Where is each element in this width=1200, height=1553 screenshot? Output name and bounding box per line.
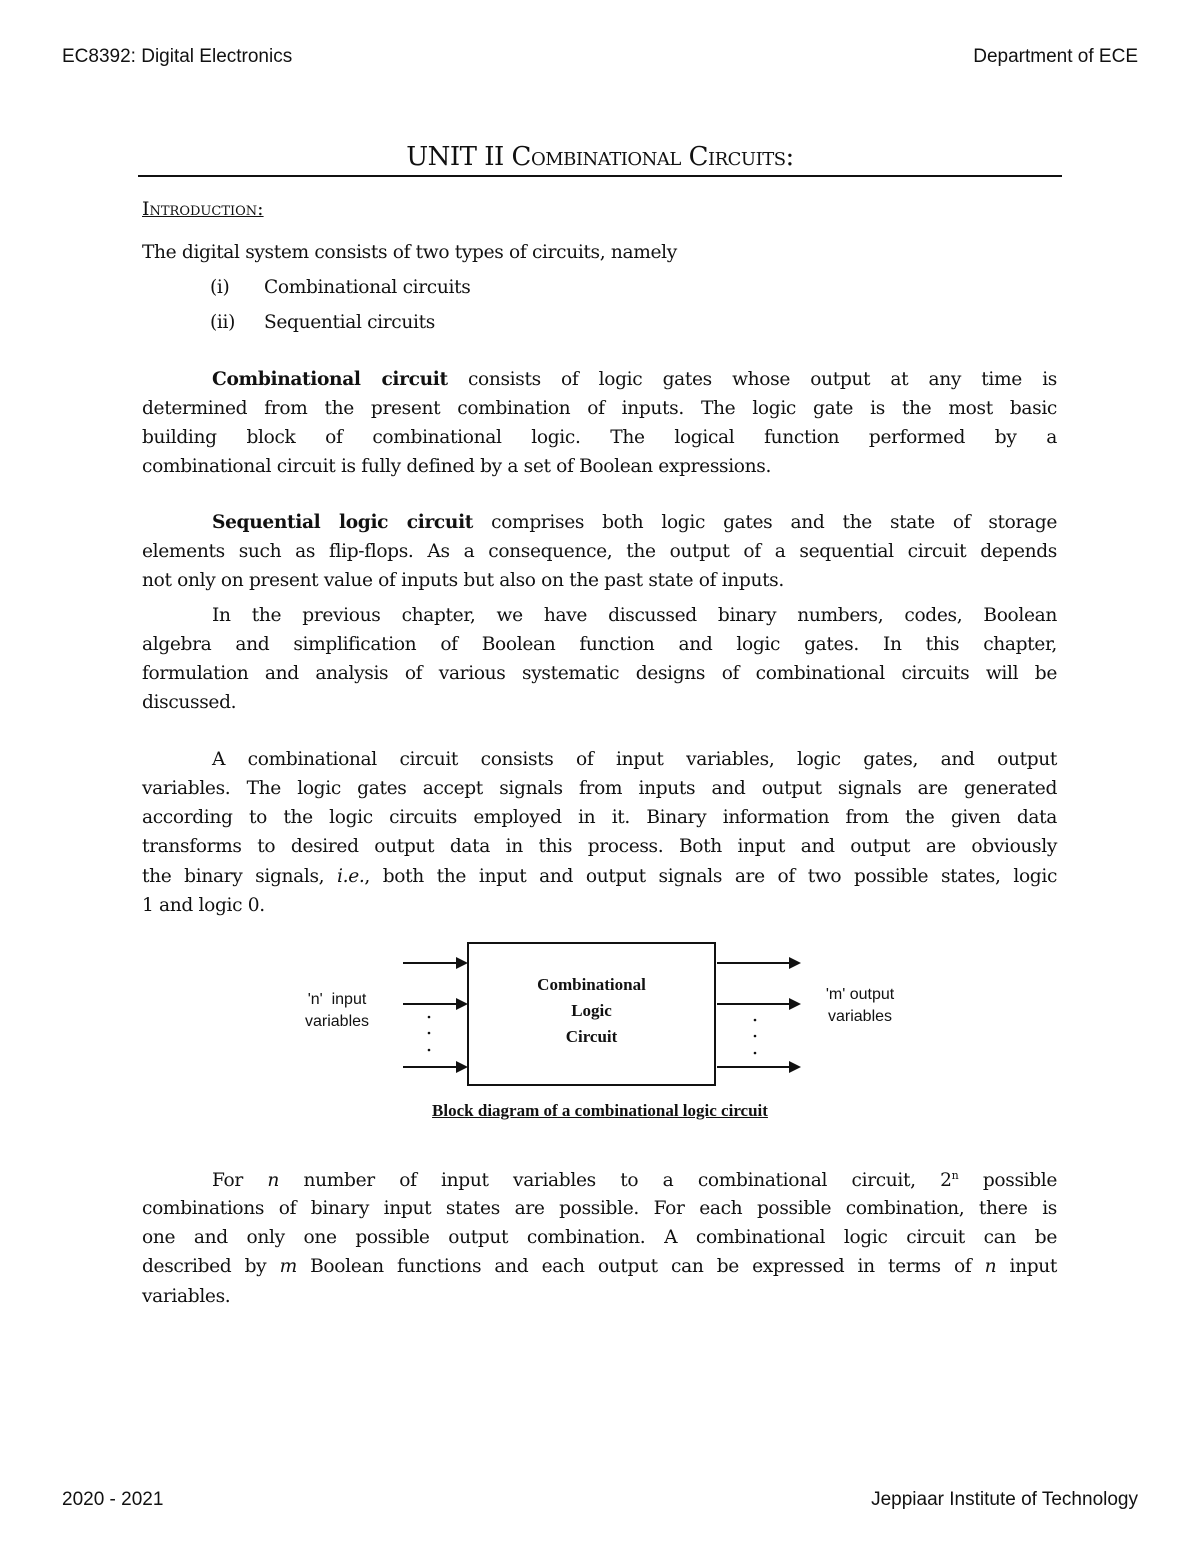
block-label-line1: Combinational	[537, 975, 646, 994]
para5-line4	[142, 1256, 1057, 1277]
para5-m: m	[279, 1256, 297, 1277]
footer-left: 2020 - 2021	[62, 1489, 164, 1510]
title-rest: II Combinational Circuits:	[484, 142, 794, 172]
para2-l1: comprises both logic gates and the state of storage	[491, 512, 1057, 533]
para5-line2: combinations of binary input states are possible. For each possible combination, there is	[142, 1198, 1057, 1219]
para1-line3: building block of combinational logic. The logical function performed by a	[142, 427, 1057, 448]
para5-l4a: described by	[142, 1256, 267, 1277]
para5-line3: one and only one possible output combination. A combinational logic circuit can be	[142, 1227, 1057, 1248]
para5-l1c: possible	[982, 1170, 1058, 1192]
list-item-2: Sequential circuits	[264, 312, 435, 333]
para5-sup: n	[951, 1169, 959, 1182]
header-left: EC8392: Digital Electronics	[62, 46, 293, 67]
block-label-line3: Circuit	[565, 1027, 618, 1046]
para3-line2: algebra and simplification of Boolean function and logic gates. In this chapter,	[142, 634, 1057, 655]
para5-n: n	[267, 1170, 280, 1192]
header-right: Department of ECE	[973, 46, 1138, 67]
block-label	[467, 972, 716, 1050]
para3-line1: In the previous chapter, we have discussed binary numbers, codes, Boolean	[212, 605, 1057, 626]
input-label-line2: variables	[304, 1013, 370, 1030]
para1-line2: determined from the present combination of inputs. The logic gate is the most basic	[142, 398, 1057, 419]
para1-l1: consists of logic gates whose output at any time is	[467, 369, 1057, 390]
para1-line4: combinational circuit is fully defined by a set of Boolean expressions.	[142, 456, 772, 477]
para5-l1b: number of input variables to a combinational circuit, 2	[303, 1170, 952, 1192]
para5-n2: n	[984, 1256, 997, 1277]
footer-right: Jeppiaar Institute of Technology	[871, 1489, 1138, 1510]
para3-line3: formulation and analysis of various systematic designs of combinational circuits will be	[142, 663, 1057, 684]
title-unit: UNIT	[406, 142, 477, 172]
diagram-caption: Block diagram of a combinational logic circuit	[432, 1101, 768, 1120]
list-item-1: Combinational circuits	[264, 277, 471, 298]
para2-line2: elements such as flip-flops. As a consequence, the output of a sequential circuit depends	[142, 541, 1057, 562]
para4-line2: variables. The logic gates accept signals from inputs and output signals are generated	[142, 778, 1057, 799]
para4-l5b: , both the input and output signals are of two possible states, logic	[364, 866, 1058, 887]
input-variables-label	[282, 989, 392, 1033]
para5-l4c: input	[1009, 1256, 1058, 1277]
para4-line3: according to the logic circuits employed in it. Binary information from the given data	[142, 807, 1057, 828]
output-label-line1: 'm' output	[825, 986, 895, 1003]
para4-line1: A combinational circuit consists of input variables, logic gates, and output	[212, 749, 1057, 770]
para4-l5a: the binary signals,	[142, 866, 325, 887]
para4-l5i: i.e.	[337, 866, 365, 887]
para4-line6: 1 and logic 0.	[142, 895, 265, 916]
para2-line3: not only on present value of inputs but also on the past state of inputs.	[142, 570, 784, 591]
para3-line4: discussed.	[142, 692, 237, 713]
section-heading: Introduction:	[142, 198, 264, 220]
para5-l1a: For	[212, 1170, 243, 1192]
intro-line: The digital system consists of two types of circuits, namely	[142, 242, 677, 263]
para2-bold: Sequential logic circuit	[212, 512, 474, 533]
para5-line1	[212, 1169, 1057, 1191]
para1-bold: Combinational circuit	[212, 369, 448, 390]
output-label-line2: variables	[827, 1008, 893, 1025]
input-label-line1: 'n' input	[307, 991, 367, 1008]
para5-l4b: Boolean functions and each output can be expressed in terms of	[310, 1256, 972, 1277]
para4-line4: transforms to desired output data in this process. Both input and output are obviously	[142, 836, 1057, 857]
para5-line5: variables.	[142, 1286, 231, 1307]
list-num-2: (ii)	[210, 312, 236, 333]
list-num-1: (i)	[210, 277, 230, 298]
block-label-line2: Logic	[571, 1001, 612, 1020]
output-variables-label	[805, 984, 915, 1028]
